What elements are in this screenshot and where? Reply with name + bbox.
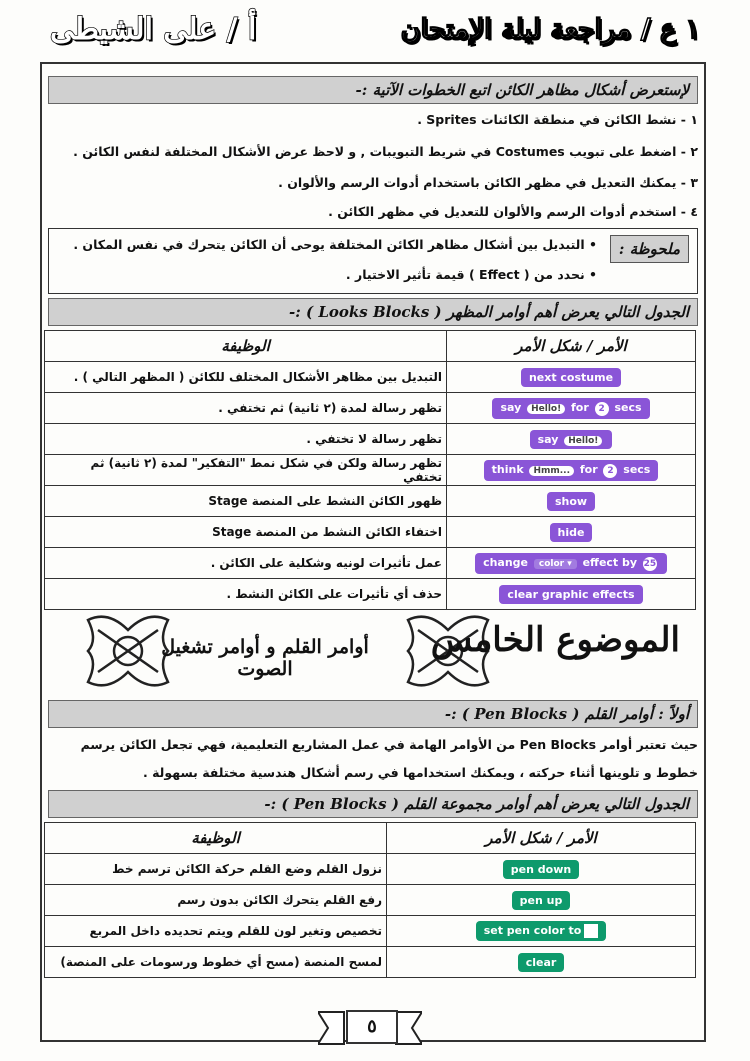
function-cell: تظهر رسالة لا تختفي .	[45, 424, 447, 455]
clear-block: clear	[518, 953, 565, 972]
pen-table	[44, 822, 696, 978]
set-pen-color-label: set pen color to	[483, 924, 582, 937]
table-row	[45, 424, 696, 455]
col-header-command: الأمر / شكل الأمر	[387, 823, 696, 854]
function-cell: لمسح المنصة (مسح أي خطوط ورسومات على المنصة)	[45, 947, 387, 978]
table-row	[45, 393, 696, 424]
command-cell	[387, 947, 696, 978]
change-effect-block: change color ▾ effect by 25	[475, 553, 667, 574]
table-row	[45, 854, 696, 885]
color-swatch	[584, 924, 598, 938]
hide-block: hide	[550, 523, 593, 542]
step-2: ٢ - اضغط على تبويب Costumes في شريط التبويبات , و لاحظ عرض الأشكال المختلفة لنفس الكائن .	[73, 144, 698, 159]
section-heading-costumes: لإستعرض أشكال مظاهر الكائن اتبع الخطوات الآتية :-	[48, 76, 698, 104]
table-row	[45, 548, 696, 579]
function-cell: حذف أي تأثيرات على الكائن النشط .	[45, 579, 447, 610]
command-cell	[387, 916, 696, 947]
note-item-2: • نحدد من ( Effect ) قيمة تأثير الاختيار .	[345, 267, 597, 282]
table-row	[45, 362, 696, 393]
table-row	[45, 579, 696, 610]
function-cell: نزول القلم وضع القلم حركة الكائن ترسم خط	[45, 854, 387, 885]
function-cell: رفع القلم يتحرك الكائن بدون رسم	[45, 885, 387, 916]
command-cell	[387, 854, 696, 885]
command-cell	[447, 362, 696, 393]
page-number-box	[318, 1006, 422, 1050]
step-3: ٣ - يمكنك التعديل في مظهر الكائن باستخدام أدوات الرسم والألوان .	[278, 175, 698, 190]
note-box	[48, 228, 698, 294]
looks-table-heading: الجدول التالي يعرض أهم أوامر المظهر ( Looks Blocks ) :-	[48, 298, 698, 326]
set-pen-color-block	[476, 921, 607, 941]
pen-table-heading: الجدول التالي يعرض أهم أوامر مجموعة القلم ( Pen Blocks ) :-	[48, 790, 698, 818]
note-label: ملحوظة :	[610, 235, 689, 263]
say-for-secs-block: say Hello! for 2 secs	[492, 398, 649, 419]
step-4: ٤ - استخدم أدوات الرسم والألوان للتعديل في مظهر الكائن .	[328, 204, 698, 219]
step-1: ١ - نشط الكائن في منطقة الكائنات Sprites .	[417, 112, 698, 127]
table-row	[45, 455, 696, 486]
command-cell	[447, 579, 696, 610]
function-cell: عمل تأثيرات لونيه وشكلية على الكائن .	[45, 548, 447, 579]
page-header	[40, 8, 710, 60]
function-cell: ظهور الكائن النشط على المنصة Stage	[45, 486, 447, 517]
table-row	[45, 916, 696, 947]
think-for-secs-block: think Hmm... for 2 secs	[484, 460, 659, 481]
function-cell: تخصيص وتغير لون للقلم ويتم تحديده داخل المربع	[45, 916, 387, 947]
table-header-row	[45, 331, 696, 362]
clear-graphic-effects-block: clear graphic effects	[499, 585, 642, 604]
table-row	[45, 517, 696, 548]
command-cell	[447, 548, 696, 579]
function-cell: التبديل بين مظاهر الأشكال المختلف للكائن ( المظهر التالي ) .	[45, 362, 447, 393]
pen-down-block: pen down	[503, 860, 579, 879]
command-cell	[387, 885, 696, 916]
banner-subtitle: أوامر القلم و أوامر تشغيل الصوت	[161, 636, 369, 680]
col-header-command: الأمر / شكل الأمر	[447, 331, 696, 362]
pen-paragraph-line-2: خطوط و تلوينها أثناء حركته ، ويمكنك استخدامها في رسم أشكال هندسية مختلفة بسهولة .	[143, 765, 698, 780]
function-cell: اختفاء الكائن النشط من المنصة Stage	[45, 517, 447, 548]
pen-up-block: pen up	[512, 891, 571, 910]
command-cell	[447, 486, 696, 517]
note-item-1: • التبديل بين أشكال مظاهر الكائن المختلفة يوحى أن الكائن يتحرك في نفس المكان .	[73, 237, 597, 252]
teacher-name: أ / على الشيطى	[50, 12, 257, 47]
table-row	[45, 947, 696, 978]
table-row	[45, 486, 696, 517]
table-header-row	[45, 823, 696, 854]
say-block: say Hello!	[530, 430, 613, 449]
command-cell	[447, 424, 696, 455]
function-cell: تظهر رسالة ولكن في شكل نمط "التفكير" لمدة (٢ ثانية) ثم تختفي	[45, 455, 447, 486]
table-row	[45, 885, 696, 916]
page-title: ١ ع / مراجعة ليلة الإمتحان	[400, 14, 700, 45]
function-cell: تظهر رسالة لمدة (٢ ثانية) ثم تختفي .	[45, 393, 447, 424]
banner-topic: الموضوع الخامس	[430, 620, 680, 660]
pen-paragraph-line-1: حيث تعتبر أوامر Pen Blocks من الأوامر الهامة في عمل المشاريع التعليمية، فهي تجعل الكائن يرسم	[80, 737, 698, 752]
looks-table	[44, 330, 696, 610]
pen-section-heading: أولاً : أوامر القلم ( Pen Blocks ) :-	[48, 700, 698, 728]
show-block: show	[547, 492, 595, 511]
col-header-function: الوظيفة	[45, 331, 447, 362]
topic-banner	[60, 606, 690, 696]
command-cell	[447, 393, 696, 424]
next-costume-block: next costume	[521, 368, 621, 387]
command-cell	[447, 455, 696, 486]
page-number: ٥	[346, 1010, 398, 1044]
command-cell	[447, 517, 696, 548]
col-header-function: الوظيفة	[45, 823, 387, 854]
